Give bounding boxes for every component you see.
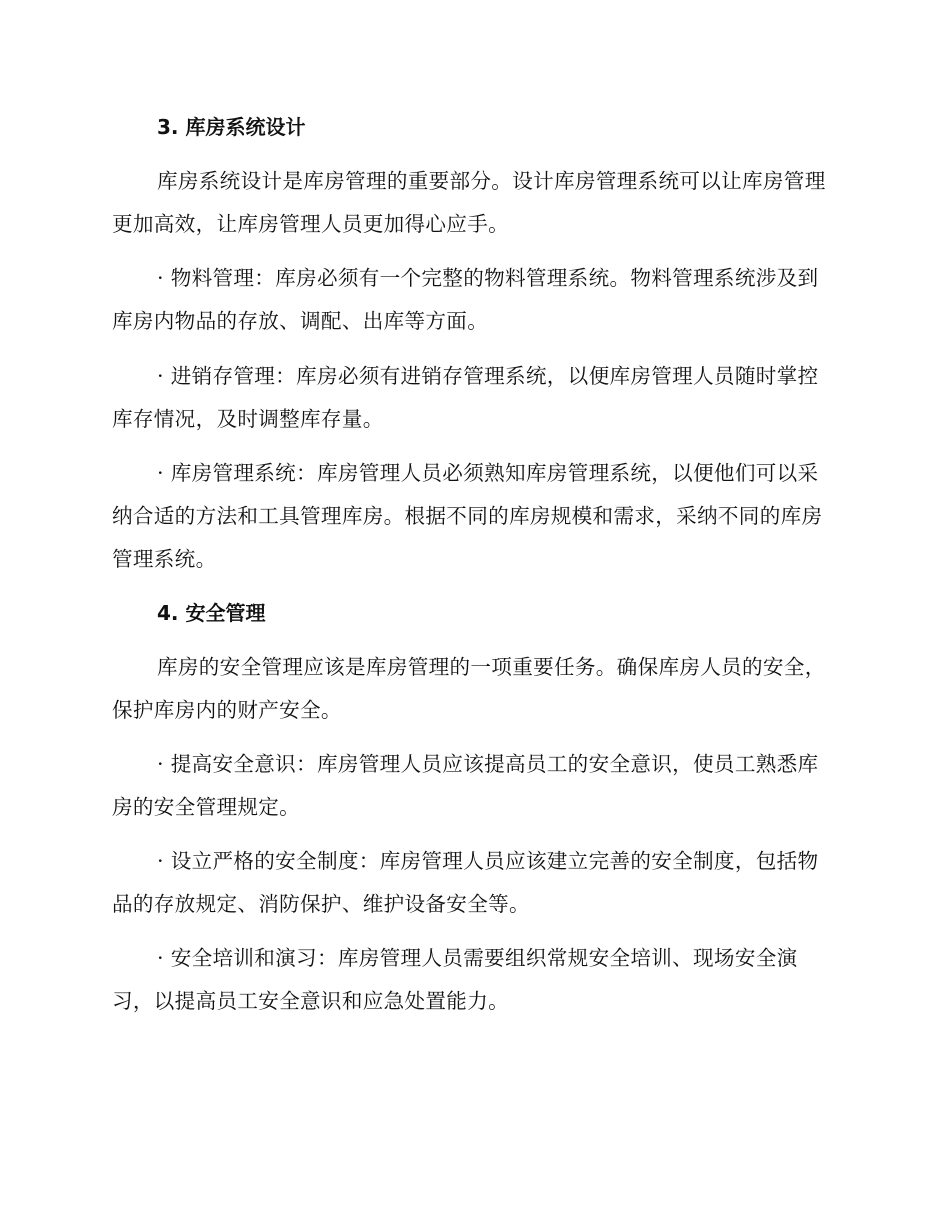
bullet-safety-awareness: · 提高安全意识：库房管理人员应该提高员工的安全意识，使员工熟悉库房的安全管理规定。 [112, 752, 819, 819]
section-4-heading: 4. 安全管理 [157, 601, 266, 625]
bullet-material-management: · 物料管理：库房必须有一个完整的物料管理系统。物料管理系统涉及到库房内物品的存放、调配、出库等方面。 [112, 266, 819, 333]
bullet-inventory-management: · 进销存管理：库房必须有进销存管理系统，以便库房管理人员随时掌控库存情况，及时调整库存量。 [112, 364, 819, 431]
bullet-safety-training: · 安全培训和演习：库房管理人员需要组织常规安全培训、现场安全演习，以提高员工安全意识和应急处置能力。 [112, 946, 798, 1013]
bullet-warehouse-system: · 库房管理系统：库房管理人员必须熟知库房管理系统，以便他们可以采纳合适的方法和工具管理库房。根据不同的库房规模和需求，采纳不同的库房管理系统。 [112, 461, 823, 571]
section-3-intro: 库房系统设计是库房管理的重要部分。设计库房管理系统可以让库房管理更加高效，让库房管理人员更加得心应手。 [112, 169, 826, 236]
section-3-heading: 3. 库房系统设计 [157, 115, 306, 139]
section-4-intro: 库房的安全管理应该是库房管理的一项重要任务。确保库房人员的安全，保护库房内的财产安全。 [112, 655, 826, 722]
bullet-safety-rules: · 设立严格的安全制度：库房管理人员应该建立完善的安全制度，包括物品的存放规定、消防保护、维护设备安全等。 [112, 849, 819, 916]
